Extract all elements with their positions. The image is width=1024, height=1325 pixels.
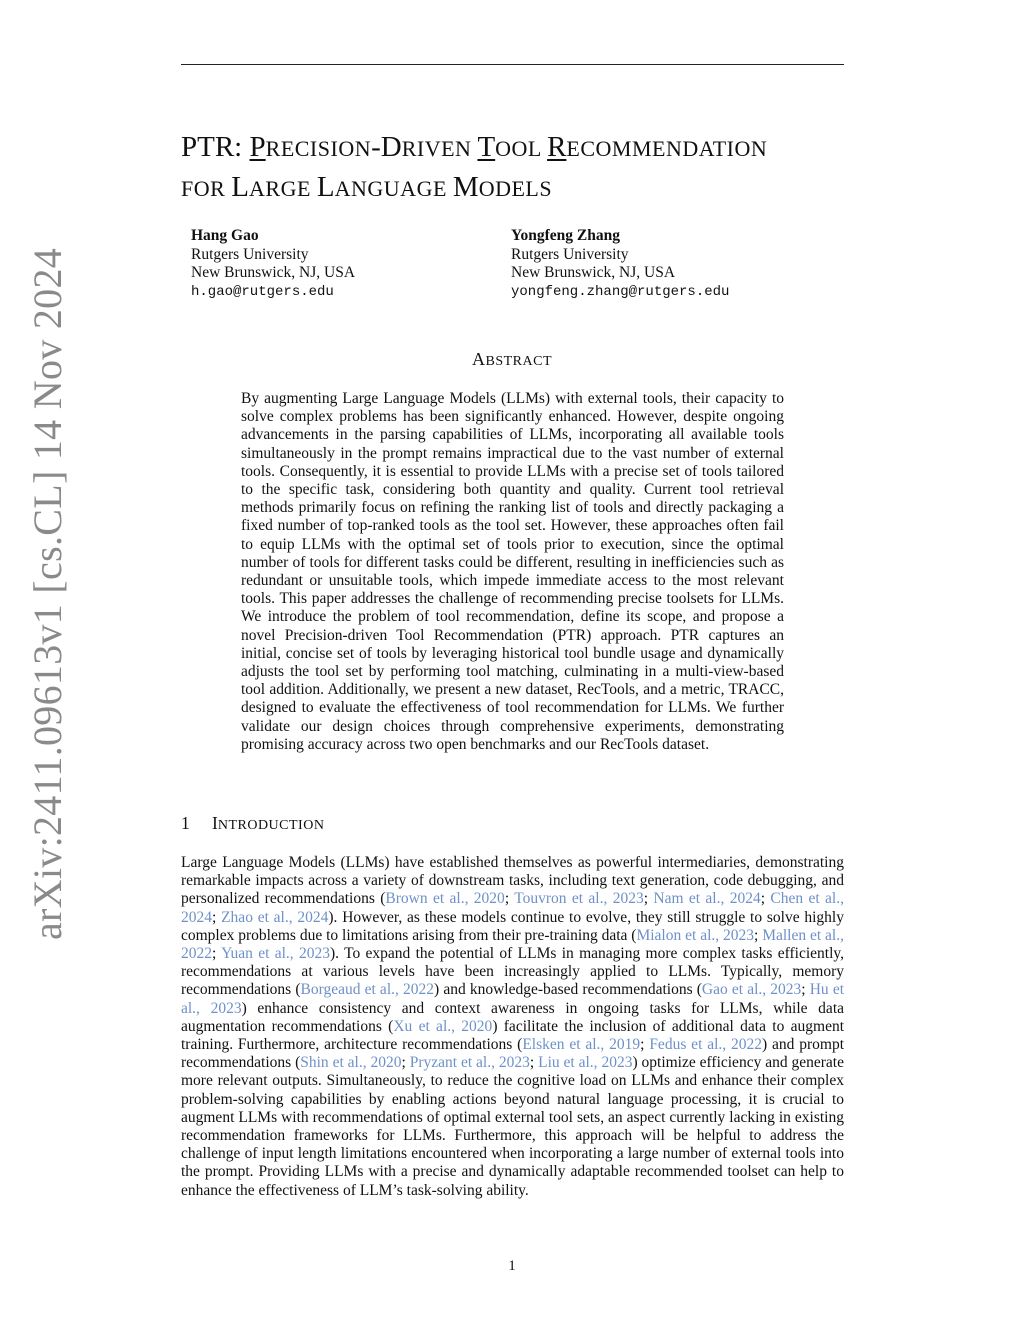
citation-link[interactable]: Pryzant et al., 2023 [409, 1054, 530, 1072]
citation-link[interactable]: Mialon et al., 2023 [636, 926, 755, 944]
author-name: Yongfeng Zhang [511, 227, 620, 244]
author-name: Hang Gao [191, 227, 259, 244]
page-number: 1 [508, 1258, 516, 1274]
citation-link[interactable]: Shin et al., 2020 [300, 1054, 402, 1072]
section-heading-introduction: 1 INTRODUCTION [181, 813, 325, 833]
citation-link[interactable]: Hu et al., 2023 [181, 981, 844, 1017]
abstract-heading: ABSTRACT [471, 349, 552, 369]
citation-link[interactable]: Liu et al., 2023 [538, 1054, 633, 1072]
citation-link[interactable]: Elsken et al., 2019 [522, 1036, 641, 1054]
paper-title [181, 128, 881, 208]
title-line-2: FOR LARGE LANGUAGE MODELS [181, 171, 553, 203]
author-affiliation: Rutgers University [191, 245, 309, 263]
author-block-1 [191, 227, 355, 301]
citation-link[interactable]: Nam et al., 2024 [653, 890, 761, 908]
citation-link[interactable]: Touvron et al., 2023 [514, 890, 644, 908]
arxiv-identifier-stamp: arXiv:2411.09613v1 [cs.CL] 14 Nov 2024 [25, 247, 70, 940]
citation-link[interactable]: Borgeaud et al., 2022 [300, 981, 435, 999]
author-email[interactable]: yongfeng.zhang@rutgers.edu [511, 283, 730, 300]
abstract-body: By augmenting Large Language Models (LLMs) with external tools, their capacity to solve complex problems has been significantly enhanced. However, despite ongoing advancements in the parsing capabilities of LLMs, incorporating all available tools simultaneously in the prompt remains impractical due to the vast number of external tools. Consequently, it is essential to provide LLMs with a precise set of tools tailored to the specific task, considering both quantity and quality. Current tool retrieval methods primarily focus on refining the ranking list of tools and directly packaging a fixed number of top-ranked tools as the tool set. However, these approaches often fail to equip LLMs with the optimal set of tools prior to execution, since the optimal number of tools for different tasks could be different, resulting in inefficiencies such as redundant or unsuitable tools, which impede immediate access to the most relevant tools. This paper addresses the challenge of recommending precise toolsets for LLMs. We introduce the problem of tool recommendation, define its scope, and propose a novel Precision-driven Tool Recommendation (PTR) approach. PTR captures an initial, concise set of tools by leveraging historical tool bundle usage and dynamically adjusts the tool set by performing tool matching, culminating in a multi-view-based tool addition. Additionally, we present a new dataset, RecTools, and a metric, TRACC, designed to evaluate the effectiveness of tool recommendation for LLMs. We further validate our design choices through comprehensive experiments, demonstrating promising accuracy across two open benchmarks and our RecTools dataset. [241, 390, 784, 753]
introduction-body: Large Language Models (LLMs) have established themselves as powerful intermediaries, demonstrating remarkable impacts across a variety of downstream tasks, including text generation, code debugging, and personalized recommendations (Brown et al., 2020; Touvron et al., 2023; Nam et al., 2024; Chen et al., 2024; Zhao et al., 2024). However, as these models continue to evolve, they still struggle to solve highly complex problems due to limitations arising from their pre-training data (Mialon et al., 2023; Mallen et al., 2022; Yuan et al., 2023). To expand the potential of LLMs in managing more complex tasks efficiently, recommendations at various levels have been increasingly applied to LLMs. Typically, memory recommendations (Borgeaud et al., 2022) and knowledge-based recommendations (Gao et al., 2023; Hu et al., 2023) enhance consistency and context awareness in ongoing tasks for LLMs, while data augmentation recommendations (Xu et al., 2020) facilitate the inclusion of additional data to augment training. Furthermore, architecture recommendations (Elsken et al., 2019; Fedus et al., 2022) and prompt recommendations (Shin et al., 2020; Pryzant et al., 2023; Liu et al., 2023) optimize efficiency and generate more relevant outputs. Simultaneously, to reduce the cognitive load on LLMs and enhance their complex problem-solving capabilities by enabling actions beyond natural language processing, it is crucial to augment LLMs with recommendations of optimal external tool sets, an aspect currently lacking in existing recommendation frameworks for LLMs. Furthermore, this approach will be helpful to address the challenge of input length limitations encountered when incorporating a large number of external tools into the prompt. Providing LLMs with a precise and dynamically adaptable recommended toolset can help to enhance the effectiveness of LLM’s task-solving ability. [181, 854, 845, 1199]
citation-link[interactable]: Xu et al., 2020 [393, 1017, 493, 1035]
title-line-1: PTR: PRECISION-DRIVEN TOOL RECOMMENDATION [181, 131, 768, 163]
author-location: New Brunswick, NJ, USA [191, 264, 356, 281]
author-affiliation: Rutgers University [511, 245, 629, 263]
top-rule [181, 64, 844, 65]
author-email[interactable]: h.gao@rutgers.edu [191, 283, 334, 300]
citation-link[interactable]: Brown et al., 2020 [385, 890, 505, 908]
citation-link[interactable]: Zhao et al., 2024 [221, 908, 329, 926]
author-block-2 [511, 227, 729, 301]
citation-link[interactable]: Gao et al., 2023 [701, 981, 802, 999]
citation-link[interactable]: Chen et al., 2024 [181, 890, 844, 926]
author-location: New Brunswick, NJ, USA [511, 264, 676, 281]
citation-link[interactable]: Yuan et al., 2023 [221, 945, 330, 963]
citation-link[interactable]: Fedus et al., 2022 [649, 1036, 762, 1054]
citation-link[interactable]: Mallen et al., 2022 [181, 926, 844, 963]
